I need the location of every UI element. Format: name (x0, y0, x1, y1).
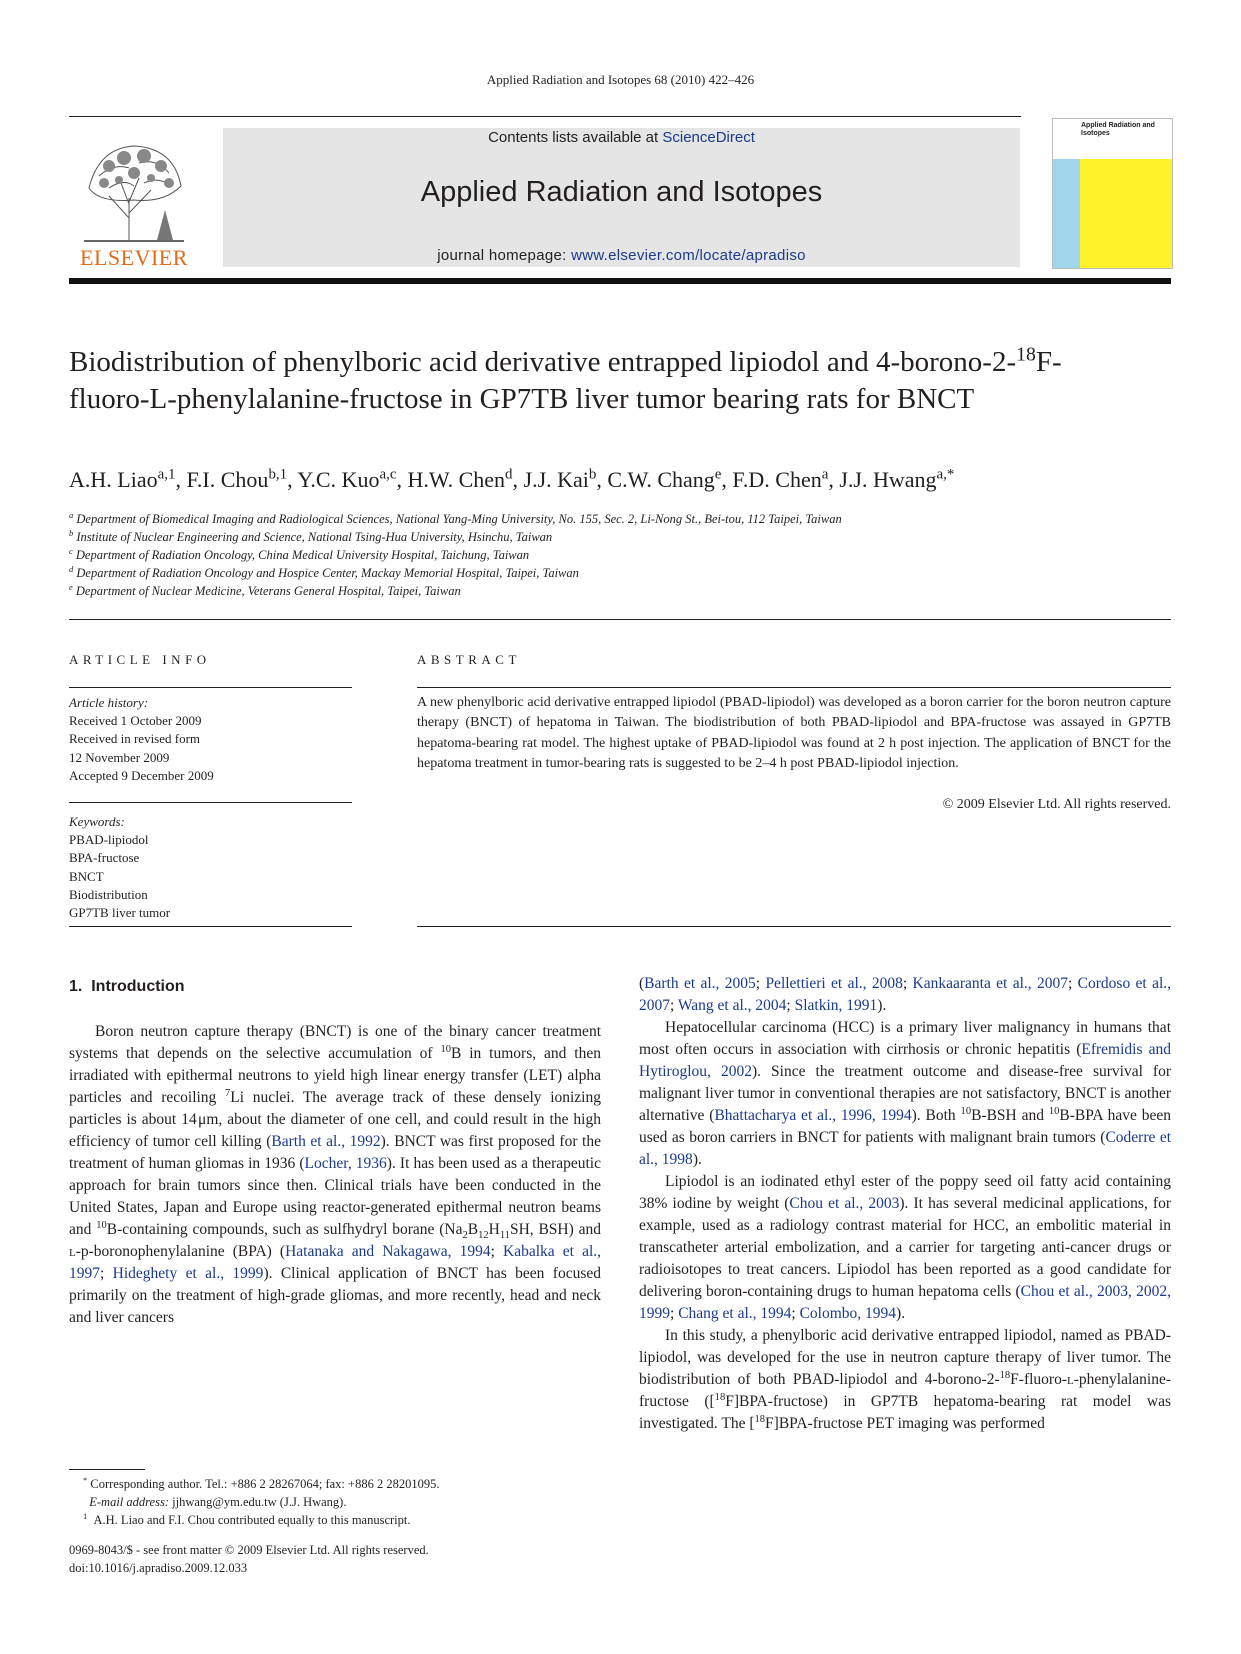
citation-link[interactable]: Coderre et al., 1998 (639, 1129, 1172, 1168)
citation-link[interactable]: Kabalka et al., 1997 (69, 1243, 602, 1282)
history-label: Article history: (69, 695, 149, 710)
keywords (69, 813, 352, 922)
paragraph: Hepatocellular carcinoma (HCC) is a primary liver malignancy in humans that most often occurs in association with cirrhosis or chronic hepatitis (Efremidis and Hytiroglou, 2002). Since the treatment outcome and disease-free survival for malignant liver tumor in conventional therapies are not satisfactory, BNCT is another alternative (Bhattacharya et al., 1996, 1994). Both $^{10}$B-BSH and $^{10}$B-BPA have been used as boron carriers in BNCT for patients with malignant brain tumors (Coderre et al., 1998). (639, 1019, 1172, 1168)
divider (417, 926, 1171, 927)
author[interactable]: F.D. Chen (732, 467, 822, 492)
citation-link[interactable]: Slatkin, 1991 (794, 997, 878, 1014)
article-history (69, 694, 352, 785)
running-head: Applied Radiation and Isotopes 68 (2010) 422–426 (486, 72, 755, 87)
author[interactable]: H.W. Chen (407, 467, 506, 492)
body-column-left (69, 1021, 601, 1329)
author-list: A.H. Liao$^{a,1}$, F.I. Chou$^{b,1}$, Y.C. Kuo$^{a,c}$, H.W. Chen$^d$, J.J. Kai$^b$, C.W. Chang$^e$, F.D. Chen$^a$, J.J. Hwang$^{a,*}$ (69, 466, 955, 492)
citation-link[interactable]: Locher, 1936 (304, 1155, 387, 1172)
sciencedirect-link[interactable]: ScienceDirect (662, 129, 755, 146)
citation-link[interactable]: Kankaaranta et al., 2007 (912, 975, 1068, 992)
footnote-equal-contribution: $^1$ A.H. Liao and F.I. Chou contributed equally to this manuscript. (83, 1510, 411, 1527)
section-heading: 1. Introduction (69, 978, 185, 995)
divider (69, 926, 352, 927)
history-item: Received in revised form (69, 731, 201, 747)
citation-link[interactable]: Cordoso et al., 2007 (639, 975, 1172, 1014)
affiliation-rule (69, 619, 1171, 620)
citation-link[interactable]: Chang et al., 1994 (678, 1305, 792, 1322)
article-info-heading: ARTICLE INFO (69, 652, 211, 667)
journal-cover-thumbnail (1052, 118, 1173, 269)
author[interactable]: Y.C. Kuo (297, 467, 380, 492)
footnotes (69, 1475, 609, 1529)
paragraph: Lipiodol is an iodinated ethyl ester of the poppy seed oil fatty acid containing 38% iodine by weight (Chou et al., 2003). It has several medicinal applications, for example, used as a radiology contrast material for HCC, an embolitic material in transcatheter arterial embolization, and a carrier for targeting anti-cancer drugs or radioisotopes to treat cancers. Lipiodol has been reported as a good candidate for delivering boron-containing drugs to human hepatoma cells (Chou et al., 2003, 2002, 1999; Chang et al., 1994; Colombo, 1994). (639, 1173, 1171, 1322)
paragraph: Boron neutron capture therapy (BNCT) is one of the binary cancer treatment systems that depends on the selective accumulation of $^{10}$B in tumors, and then irradiated with epithermal neutrons to yield high linear energy transfer (LET) alpha particles and recoiling $^7$Li nuclei. The average track of these densely ionizing particles is about 14 μm, about the diameter of one cell, and could result in the high efficiency of tumor cell killing (Barth et al., 1992). BNCT was first proposed for the treatment of human gliomas in 1936 (Locher, 1936). It has been used as a therapeutic approach for brain tumors since then. Clinical trials have been conducted in the United States, Japan and Europe using reactor-generated epithermal neutron beams and $^{10}$B-containing compounds, such as sulfhydryl borane ($Na_2B_{12}H_{11}SH$, BSH) and l-p-boronophenylalanine (BPA) (Hatanaka and Nakagawa, 1994; Kabalka et al., 1997; Hideghety et al., 1999). Clinical application of BNCT has been focused primarily on the treatment of high-grade gliomas, and more recently, head and neck and liver cancers (69, 1023, 602, 1326)
citation-link[interactable]: Bhattacharya et al., 1996, 1994 (714, 1107, 912, 1124)
history-item: Accepted 9 December 2009 (69, 767, 214, 783)
homepage-line: journal homepage: www.elsevier.com/locate/apradiso (437, 247, 806, 264)
citation-link[interactable]: Barth et al., 1992 (271, 1133, 381, 1150)
citation-link[interactable]: Hatanaka and Nakagawa, 1994 (285, 1243, 491, 1260)
citation-link[interactable]: Hideghety et al., 1999 (112, 1265, 264, 1282)
divider (69, 802, 352, 803)
keyword: BPA-fructose (69, 850, 140, 866)
history-item: 12 November 2009 (69, 749, 170, 765)
author[interactable]: F.I. Chou (186, 467, 269, 492)
citation-link[interactable]: Chou et al., 2003, 2002, 1999 (639, 1283, 1171, 1322)
keywords-label: Keywords: (69, 814, 125, 829)
homepage-link[interactable]: www.elsevier.com/locate/apradiso (571, 247, 806, 264)
copyright: © 2009 Elsevier Ltd. All rights reserved. (942, 797, 1171, 812)
paragraph: In this study, a phenylboric acid derivative entrapped lipiodol, named as PBAD-lipiodol, was developed for the use in neutron capture therapy of liver tumor. The biodistribution of both PBAD-lipiodol and 4-borono-2-$^{18}$F-fluoro-l-phenylalanine-fructose ([$^{18}$F]BPA-fructose) in GP7TB hepatoma-bearing rat model was investigated. The [$^{18}$F]BPA-fructose PET imaging was performed (639, 1327, 1171, 1432)
affiliation: $^a$ Department of Biomedical Imaging and Radiological Sciences, National Yang-Ming University, No. 155, Sec. 2, Li-Nong St., Bei-tou, 112 Taipei, Taiwan (69, 509, 842, 526)
keyword: PBAD-lipiodol (69, 832, 149, 848)
author[interactable]: J.J. Hwang (839, 467, 937, 492)
cover-title: Applied Radiation and Isotopes (1081, 122, 1155, 137)
affiliation: $^e$ Department of Nuclear Medicine, Veterans General Hospital, Taipei, Taiwan (69, 581, 461, 598)
top-rule (69, 116, 1021, 117)
history-item: Received 1 October 2009 (69, 713, 202, 729)
abstract-text: A new phenylboric acid derivative entrapped lipiodol (PBAD-lipiodol) was developed as a boron carrier for the boron neutron capture therapy (BNCT) of hepatoma in Taiwan. The biodistribution of both PBAD-lipiodol and BPA-fructose was assayed in GP7TB hepatoma-bearing rat model. The highest uptake of PBAD-lipiodol was found at 2 h post injection. The application of BNCT for the hepatoma treatment in tumor-bearing rats is suggested to be 2–4 h post PBAD-lipiodol injection. (417, 695, 1171, 771)
affiliation: $^d$ Department of Radiation Oncology and Hospice Center, Mackay Memorial Hospital, Taipei, Taiwan (69, 563, 579, 580)
cover-yellow-panel (1080, 159, 1172, 268)
footnote-email: E-mail address: jjhwang@ym.edu.tw (J.J. Hwang). (89, 1495, 347, 1509)
keyword: BNCT (69, 868, 104, 884)
affiliation-list (69, 510, 1169, 600)
affiliation: $^b$ Institute of Nuclear Engineering and Science, National Tsing-Hua University, Hsinchu, Taiwan (69, 527, 553, 544)
paragraph: (Barth et al., 2005; Pellettieri et al., 2008; Kankaaranta et al., 2007; Cordoso et al., 2007; Wang et al., 2004; Slatkin, 1991). (639, 975, 1172, 1014)
footnote-corresponding: * Corresponding author. Tel.: +886 2 28267064; fax: +886 2 28201095. (83, 1474, 440, 1491)
citation-link[interactable]: Pellettieri et al., 2008 (765, 975, 903, 992)
citation-link[interactable]: Barth et al., 2005 (644, 975, 756, 992)
article-title: Biodistribution of phenylboric acid derivative entrapped lipiodol and 4-borono-2-$^{18}$F-fluoro-L-phenylalanine-fructose in GP7TB liver tumor bearing rats for BNCT (69, 343, 1062, 415)
citation-link[interactable]: Efremidis and Hytiroglou, 2002 (639, 1041, 1171, 1080)
front-matter (69, 1541, 609, 1577)
issn-line: 0969-8043/$ - see front matter © 2009 Elsevier Ltd. All rights reserved. (69, 1543, 429, 1557)
affiliation: $^c$ Department of Radiation Oncology, China Medical University Hospital, Taichung, Taiwan (69, 545, 530, 562)
keyword: GP7TB liver tumor (69, 905, 171, 921)
keyword: Biodistribution (69, 886, 148, 902)
cover-blue-band (1053, 159, 1080, 268)
divider (69, 687, 352, 688)
abstract-heading: ABSTRACT (417, 652, 521, 667)
citation-link[interactable]: Chou et al., 2003 (789, 1195, 900, 1212)
author[interactable]: J.J. Kai (523, 467, 589, 492)
doi-line[interactable]: doi:10.1016/j.apradiso.2009.12.033 (69, 1561, 248, 1575)
author[interactable]: C.W. Chang (607, 467, 715, 492)
journal-title: Applied Radiation and Isotopes (420, 176, 823, 208)
citation-link[interactable]: Colombo, 1994 (799, 1305, 897, 1322)
divider (417, 687, 1171, 688)
citation-link[interactable]: Wang et al., 2004 (677, 997, 787, 1014)
elsevier-wordmark: ELSEVIER (80, 245, 188, 270)
footnote-rule (69, 1469, 145, 1470)
author[interactable]: A.H. Liao (69, 467, 158, 492)
email-link[interactable]: jjhwang@ym.edu.tw (J.J. Hwang). (172, 1495, 347, 1509)
masthead-rule (69, 278, 1171, 284)
body-column-right (639, 973, 1171, 1435)
contents-line: Contents lists available at ScienceDirect (488, 129, 755, 146)
